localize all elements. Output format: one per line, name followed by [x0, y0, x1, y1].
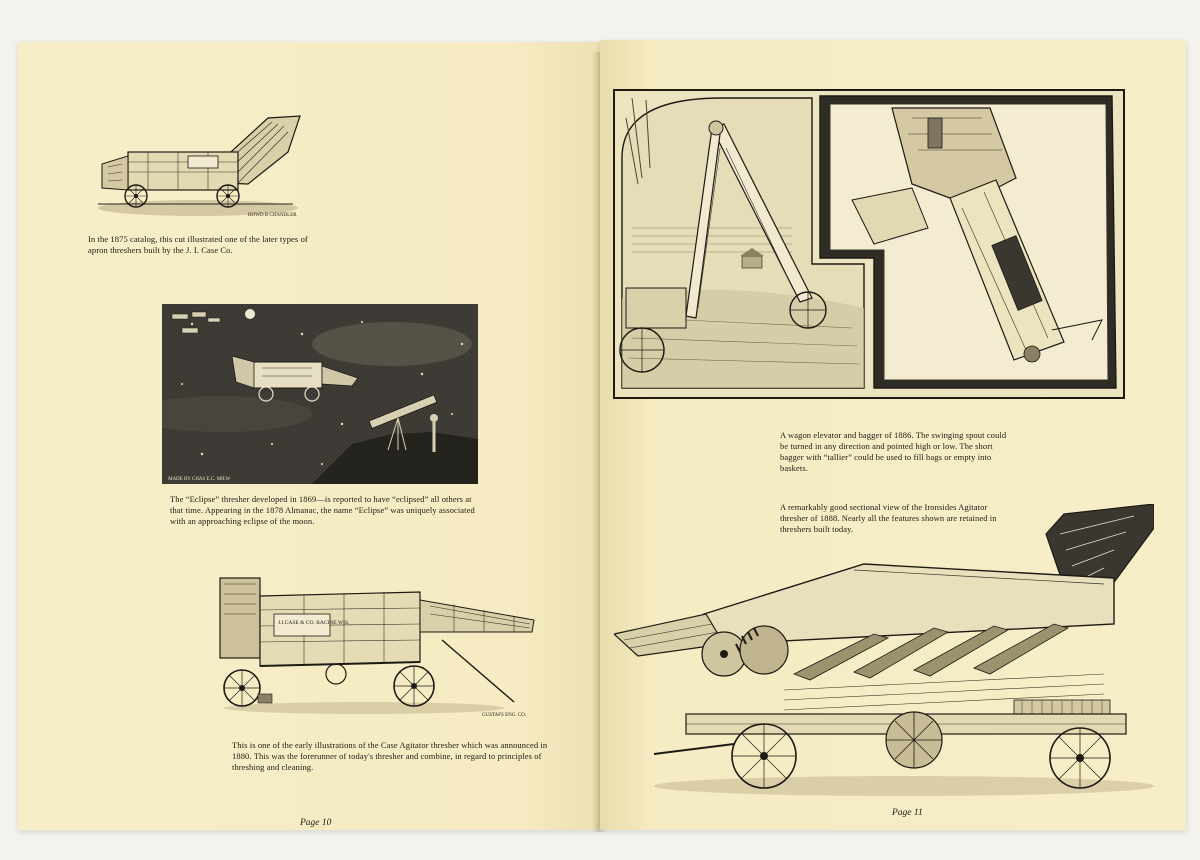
agitator-thresher-illustration	[214, 570, 540, 718]
eclipse-thresher-illustration	[162, 304, 478, 484]
apron-thresher-illustration	[88, 112, 308, 220]
left-page	[18, 42, 600, 830]
caption-eclipse-thresher: The “Eclipse” thresher developed in 1869—is reported to have “eclipsed” all others at that time. Appearing in the 1878 Almanac, the name “Eclipse” was uniquely associated with an approaching eclipse of the moon.	[170, 494, 475, 526]
caption-ironsides-agitator: A remarkably good sectional view of the Ironsides Agitator thresher of 1888. Nearly all the features shown are retained in threshers built today.	[780, 502, 997, 534]
booklet-spread	[18, 22, 1186, 842]
engraver-mark-1: HOWD B CHANDLER	[248, 213, 297, 218]
page-number-right: Page 11	[892, 808, 923, 818]
engraver-mark-3: GUSTAFS ENG. CO.	[482, 713, 527, 718]
ironsides-agitator-sectional-illustration	[614, 504, 1154, 804]
caption-agitator-thresher: This is one of the early illustrations of the Case Agitator thresher which was announced in 1880. This was the forerunner of today's thresher and combine, in regard to principles of threshing and cleaning.	[232, 740, 548, 772]
right-page	[600, 40, 1186, 830]
engraver-mark-2: MADE BY CHAS E.C. MILW	[168, 477, 231, 482]
caption-1875-apron-thresher: In the 1875 catalog, this cut illustrated one of the later types of apron threshers built by the J. I. Case Co.	[88, 234, 308, 255]
caption-wagon-elevator: A wagon elevator and bagger of 1886. The swinging spout could be turned in any direction and pointed high or low. The short bagger with “tallier” could be used to fill bags or empty into baskets.	[780, 430, 1007, 473]
page-number-left: Page 10	[300, 818, 332, 828]
wagon-elevator-bagger-illustration	[612, 88, 1126, 400]
thresher-nameplate: J.I.CASE & CO. RACINE WIS.	[278, 620, 350, 626]
